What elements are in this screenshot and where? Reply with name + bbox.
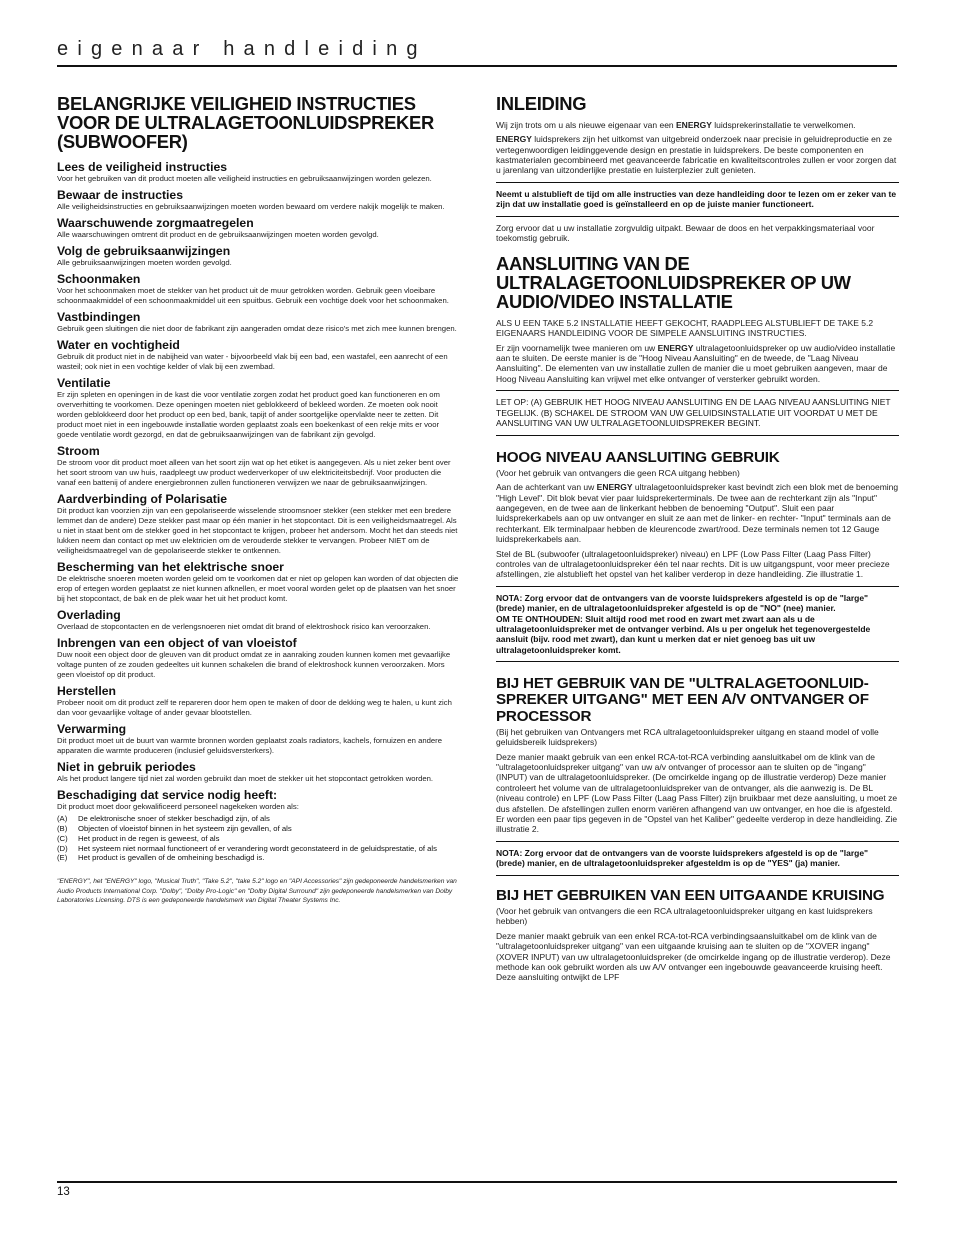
service-item-text: Het systeem niet normaal functioneert of er verandering wordt geconstateerd in de geluidsprestatie, of als: [78, 843, 437, 853]
rca-title: BIJ HET GEBRUIK VAN DE "ULTRALAGETOONLUID-SPREKER UITGANG" MET EEN A/V ONTVANGER OF PROCESSOR: [496, 675, 869, 725]
service-list-item: [57, 834, 460, 844]
divider: [496, 182, 899, 183]
high-level-title: HOOG NIVEAU AANSLUITING GEBRUIK: [496, 448, 780, 466]
service-item-label: (A): [57, 814, 68, 824]
safety-text: Voor het schoonmaken moet de stekker van het product uit de muur getrokken worden. Gebruik geen vloeibare schoonmaakmiddel of een schoonmaakmiddel uit een spuitbus. Gebruik een vochtige doek voor het schoonmaken.: [57, 286, 449, 306]
divider: [496, 435, 899, 436]
safety-text: Gebruik dit product niet in de nabijheid van water - bijvoorbeeld vlak bij een bad, een wastafel, een aanrecht of een wasteil; ook niet in een vochtige kelder of vlak bij een zwembad.: [57, 352, 448, 372]
service-list-item: [57, 814, 460, 824]
safety-heading: Stroom: [57, 444, 100, 459]
connect-paragraph-2: Er zijn voornamelijk twee manieren om uw ENERGY ultralagetoonluidspreker op uw audio/video installatie aan te sluiten. De eerste manier is de "Hoog Niveau Aansluiting" en de tweede, de "Laag Niveau Aansluiting". De elementen van uw installatie zullen de manier die u moet gebruiken aangeven, maar de Hoog Niveau Aansluiting kan vrijwel met elke ontvanger of versterker gebruikt worden.: [496, 342, 896, 384]
service-item-text: Het product in de regen is geweest, of als: [78, 833, 220, 843]
safety-text: De stroom voor dit product moet alleen van het soort zijn wat op het etiket is aangegeven. Als u niet zeker bent over het soort stroom van uw huis, raadpleegt uw product wederverkoper of uw elektriciteitsbedrijf. Voor producten die vanaf een battenij of andere energiebronnen zullen functioneren verwijzen we naar de gebruiksaanwijzingen.: [57, 458, 451, 488]
safety-text: Overlaad de stopcontacten en de verlengsnoeren niet omdat dit brand of elektroshock risico kan veroorzaken.: [57, 622, 431, 632]
high-level-paragraph-2: Stel de BL (subwoofer (ultralagetoonluidspreker) niveau) en LPF (Low Pass Filter (Laag Pass Filter) controles van de ultralagetoonluidspreker één tel naar rechts. Dit is uw uitgangspunt, voor meer precieze afstellingen, zie alstublieft het opstel van het kaliber verderop in deze handleiding. Zie illustratie 1.: [496, 548, 890, 580]
footer-rule: [57, 1181, 897, 1183]
high-level-subtitle: (Voor het gebruik van ontvangers die geen RCA uitgang hebben): [496, 467, 740, 478]
page-header-title: eigenaar handleiding: [57, 38, 427, 60]
service-item-label: (E): [57, 853, 68, 863]
connect-note: LET OP: (A) GEBRUIK HET HOOG NIVEAU AANSLUITING EN DE LAAG NIVEAU AANSLUITING NIET TEGELIJK. (B) SCHAKEL DE STROOM VAN UW GELUIDSINSTALLATIE UIT VOORDAT U MET DE AANSLUITING VAN UW ULTRALAGETOONLUIDSPREKER BEGINT.: [496, 397, 891, 429]
safety-heading: Aardverbinding of Polarisatie: [57, 492, 227, 507]
divider: [496, 661, 899, 662]
service-list: [57, 814, 460, 863]
safety-text: Probeer nooit om dit product zelf te repareren door hem open te maken of door de dekking weg te halen, u kunt zich dan voor gevaarlijke voltage of ander gevaar blootstellen.: [57, 698, 452, 718]
brand-name: ENERGY: [676, 119, 712, 130]
high-level-paragraph-1: Aan de achterkant van uw ENERGY ultralagetoonluidspreker kast bevindt zich een blok met de benoeming "High Level". Dit blok bevat vier paar luidsprekerterminals. De twee aan de rechterkant zijn als "Input" aangegeven, en de twee aan de linkerkant hebben de benoeming "Output". Sluit een paar luidsprekerkabels aan op uw ontvanger en sluit ze aan met de linker- en rechter- "Input" terminals aan de rechterkant. Elk terminalpaar hebben de kleurencode zwart/rood. Deze terminals nemen tot 12 Gauge luidsprekerkabels aan.: [496, 482, 899, 545]
safety-title: BELANGRIJKE VEILIGHEID INSTRUCTIES VOOR DE ULTRALAGETOONLUIDSPREKER (SUBWOOFER): [57, 93, 434, 152]
connect-title: AANSLUITING VAN DE ULTRALAGETOONLUIDSPREKER OP UW AUDIO/VIDEO INSTALLATIE: [496, 253, 851, 313]
rca-note: NOTA: Zorg ervoor dat de ontvangers van de voorste luidsprekers afgesteld is op de "large" (brede) manier, en de ultralagetoonluidspreker afgesteldm is op de "YES" (ja) manier.: [496, 847, 869, 869]
service-intro: Dit product moet door gekwalificeerd personeel nagekeken worden als:: [57, 802, 299, 812]
intro-title: INLEIDING: [496, 93, 587, 114]
service-list-item: [57, 824, 460, 834]
service-item-text: Het product is gevallen of de omheining beschadigd is.: [78, 853, 265, 863]
safety-heading: Bescherming van het elektrische snoer: [57, 560, 284, 575]
page-number: 13: [57, 1186, 70, 1198]
safety-text: Als het product langere tijd niet zal worden gebruikt dan moet de stekker uit het stopcontact getrokken worden.: [57, 774, 434, 784]
safety-heading: Herstellen: [57, 684, 116, 699]
trademark-notice: "ENERGY", het "ENERGY" logo, "Musical Truth", "Take 5.2", "take 5.2" logo en "API Accessories" zijn gedeponeerde handelsmerken van Audio Products International Corp. "Dolby", "Dolby Pro-Logic" en "Dolby Digital Surround" zijn gedeponeerde handelsmerken van Dolby Laboratories Licensing. DTS is een gedeponeerde handelsmerk van Digital Theater Systems Inc.: [57, 877, 457, 905]
service-list-item: [57, 853, 460, 863]
safety-text: Alle veiligheidsinstructies en gebruiksaanwijzingen moeten worden bewaard om verdere nakijk mogelijk te maken.: [57, 202, 445, 212]
safety-heading: Lees de veiligheid instructies: [57, 160, 228, 175]
service-item-label: (D): [57, 843, 68, 853]
intro-note: Neemt u alstublieft de tijd om alle instructies van deze handleiding door te lezen om er zeker van te zijn dat uw installatie goed is geïnstalleerd en op de juiste manier functioneert.: [496, 188, 897, 210]
safety-text: Gebruik geen sluitingen die niet door de fabrikant zijn aangeraden omdat deze risico's met zich mee kunnen brengen.: [57, 324, 457, 334]
service-item-text: Objecten of vloeistof binnen in het systeem zijn gevallen, of als: [78, 824, 292, 834]
safety-text: De elektrische snoeren moeten worden geleid om te voorkomen dat er niet op gelopen kan worden of dat objecten die erop of ertegen worden geplaatst ze niet kunnen afknellen, er moet vooral worden gelet op de plaatsen van het snoer bij het stopcontact, de bak en de plek waar het uit het product komt.: [57, 574, 459, 604]
right-column: [496, 95, 899, 987]
safety-text: Alle waarschuwingen omtrent dit product en de gebruiksaanwijzingen moeten worden gevolgd.: [57, 230, 379, 240]
divider: [496, 841, 899, 842]
safety-text: Duw nooit een object door de gleuven van dit product omdat ze in aanraking zouden kunnen komen met gevaarlijke voltage punten of ze zouden gedeeltes uit kunnen schakelen die brand of elektroshock kunnen veroorzaken. Mors geen vloeistof op dit product.: [57, 650, 451, 680]
safety-heading: Verwarming: [57, 722, 127, 737]
header-rule: [57, 65, 897, 67]
service-list-item: [57, 844, 460, 854]
rca-paragraph-1: Deze manier maakt gebruik van een enkel RCA-tot-RCA verbinding aansluitkabel om de klink van de "ultralagetoonluidspreker uitgang" van uw a/v ontvanger of processor aan te sluiten op de "ingang" (INPUT) van de ultralagetoonluidspreker. (De omcirkelde ingang op de illustratie verderop) Deze manier controleert het volume van de ultralagetoonluidspreker van de ontvanger, als die aanwezig is. De BL (niveau controle) en LPF (Low Pass Filter (Laag Pass Filter) zijn bruikbaar met deze aansluiting, u moet ze dus afstellen. De afstellingen zullen enorm variëren afhangend van uw ontvanger, en hoe die is afgesteld. Er worden een paar tips gegeven in de "Opstel van het Kaliber" gedeelte verderop in deze handleiding. Zie illustratie 2.: [496, 751, 898, 835]
safety-heading: Niet in gebruik periodes: [57, 760, 196, 775]
service-item-text: De elektronische snoer of stekker beschadigd zijn, of als: [78, 814, 270, 824]
divider: [496, 390, 899, 391]
left-column: [57, 95, 460, 906]
divider: [496, 875, 899, 876]
xover-title: BIJ HET GEBRUIKEN VAN EEN UITGAANDE KRUISING: [496, 886, 885, 904]
safety-heading: Overlading: [57, 608, 121, 623]
intro-paragraph-1: Wij zijn trots om u als nieuwe eigenaar van een ENERGY luidsprekerinstallatie te verwelkomen.: [496, 119, 856, 130]
intro-paragraph-3: Zorg ervoor dat u uw installatie zorgvuldig uitpakt. Bewaar de doos en het verpakkingsmateriaal voor toekomstig gebruik.: [496, 222, 875, 244]
brand-name: ENERGY: [657, 342, 694, 353]
safety-heading: Volg de gebruiksaanwijzingen: [57, 244, 231, 259]
safety-text: Voor het gebruiken van dit product moeten alle veiligheid instructies en gebruiksaanwijzingen worden gelezen.: [57, 174, 432, 184]
safety-text: Dit product moet uit de buurt van warmte bronnen worden geplaatst zoals radiators, kachels, fornuizen en andere apparaten die warmte produceren (inclusief geluidsversterkers).: [57, 736, 443, 756]
brand-name: ENERGY: [596, 482, 633, 493]
safety-heading: Ventilatie: [57, 376, 111, 391]
safety-heading: Water en vochtigheid: [57, 338, 180, 353]
xover-paragraph-1: Deze manier maakt gebruik van een enkel RCA-tot-RCA verbindingsaansluitkabel om de klink van de "ultralagetoonluidspreker uitgang" van een uitgaande kruising aan te sluiten op de "XOVER ingang" (XOVER INPUT) van uw ultralagetoonluidspreker (de omcirkelde ingang op de illustratie verderop). Deze methode kan ook gebruikt worden als uw A/V ontvanger een ingebouwde geavanceerde kruising heeft. Deze aansluiting ontwijkt de LPF: [496, 930, 891, 983]
safety-text: Alle gebruiksaanwijzingen moeten worden gevolgd.: [57, 258, 232, 268]
rca-subtitle: (Bij het gebruiken van Ontvangers met RCA ultralagetoonluidspreker uitgang en staand model of volle geluidsbereik luidsprekers): [496, 726, 879, 748]
brand-name: ENERGY: [496, 134, 532, 145]
divider: [496, 586, 899, 587]
service-item-label: (B): [57, 824, 68, 834]
xover-subtitle: (Voor het gebruik van ontvangers die een RCA ultralagetoonluidspreker uitgang en kast luidsprekers hebben): [496, 905, 873, 927]
safety-heading: Schoonmaken: [57, 272, 141, 287]
safety-heading: Vastbindingen: [57, 310, 141, 325]
connect-paragraph-1: ALS U EEN TAKE 5.2 INSTALLATIE HEEFT GEKOCHT, RAADPLEEG ALSTUBLIEFT DE TAKE 5.2 EIGENAARS HANDLEIDING VOOR DE SIMPELE AANSLUITING INSTRUCTIES.: [496, 317, 874, 339]
safety-heading: Waarschuwende zorgmaatregelen: [57, 216, 254, 231]
safety-heading: Bewaar de instructies: [57, 188, 183, 203]
high-level-note-1: NOTA: Zorg ervoor dat de ontvangers van de voorste luidsprekers afgesteld is op de "large" (brede) manier, en de ultralagetoonluidspreker afgesteld is op de "NO" (nee) manier.: [496, 592, 869, 614]
high-level-note-2: OM TE ONTHOUDEN: Sluit altijd rood met rood en zwart met zwart aan als u de ultralagetoonluidspreker met de ontvanger verbind. Als u per ongeluk het tegenovergestelde aansluit (bijv. rood met zwart), dan kunt u merken dat er niet genoeg bas uit uw ultralagetoonluidspreker komt.: [496, 613, 871, 655]
service-heading: Beschadiging dat service nodig heeft:: [57, 788, 278, 803]
intro-paragraph-2: ENERGY luidsprekers zijn het uitkomst van uitgebreid onderzoek naar precisie in geluidreproductie en ze vertegenwoordigen leidinggevende design en prestatie in luidsprekers. De beste componenten en kastmaterialen gecombineerd met geavanceerde fabricatie en kwaliteitscontroles zullen er voor zorgen dat u jarenlang van uitzonderlijke prestatie en luisterplezier zult genieten.: [496, 134, 897, 176]
safety-text: Dit product kan voorzien zijn van een gepolariseerde wisselende stroomsnoer stekker (een stekker met een bredere lemmet dan de andere) Deze stekker past maar op één manier in het stopcontact. Dit is een veiligheidsmaatregel. Als u niet in staat bent om de stekker goed in het stopcontact te krijgen, probeer het andersom. Mocht het dan steeds niet lukken neem dan contact op met uw elektricien om de verouderde stekker te vervangen. Probeer NIET om de veiligheidsmaatregel van de gepolariseerde stekker te ontkennen.: [57, 506, 458, 556]
safety-text: Er zijn spleten en openingen in de kast die voor ventilatie zorgen zodat het product goed kan functioneren en om oververhitting te voorkomen. Deze openingen moeten niet geblokkeerd of bekleed worden. Ze moeten ook nooit worden geblokkeerd door het product op een bed, bank, tapijt of ander soortgelijke opervlakte neer te zetten. Dit product moet niet in een ingebouwde installatie worden geplaatst zoals een boekenkast of een rekje mits er voor goede ventilatie wordt gezorgd, en dat de gebruiksaanwijzingen van de fabrikant zijn gevolgd.: [57, 390, 440, 440]
service-item-label: (C): [57, 833, 68, 843]
safety-heading: Inbrengen van een object of van vloeistof: [57, 636, 297, 651]
divider: [496, 216, 899, 217]
safety-sections: [57, 161, 460, 784]
